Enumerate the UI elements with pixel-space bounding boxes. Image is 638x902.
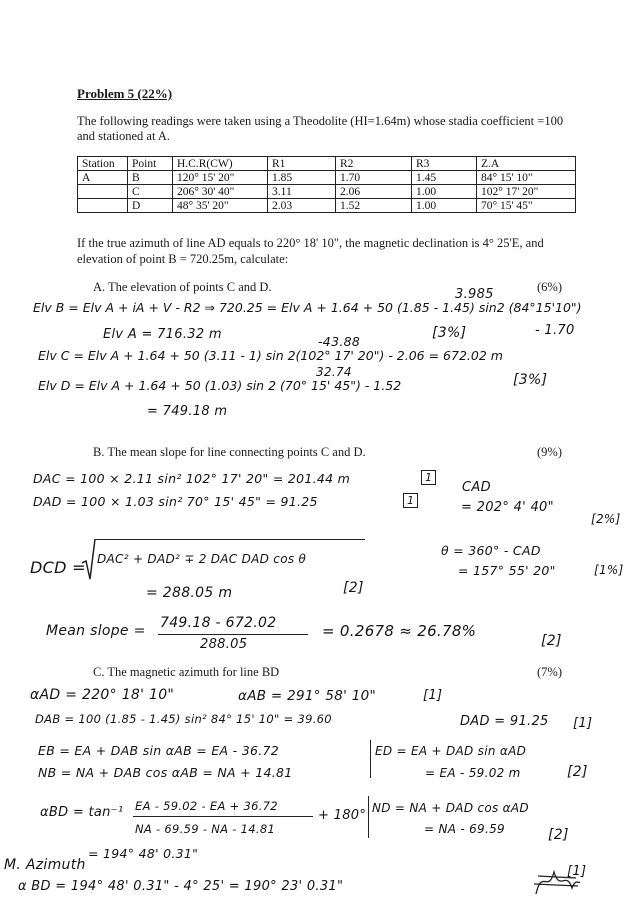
hw-cad: CAD: [462, 480, 491, 495]
hw-mark: [2]: [541, 633, 562, 649]
divider: [370, 740, 371, 778]
hw-mean-slope-label: Mean slope =: [46, 623, 146, 639]
hw-mark: [3%]: [513, 372, 548, 388]
hw-northing-b: NB = NA + DAB cos αAB = NA + 14.81: [38, 765, 293, 780]
table-cell: [78, 199, 128, 213]
table-cell: 1.85: [268, 171, 336, 185]
table-cell: [78, 185, 128, 199]
problem-title: Problem 5 (22%): [77, 86, 173, 101]
hw-mark: [2]: [567, 764, 588, 780]
readings-table: [77, 156, 576, 213]
table-cell: 1.00: [412, 185, 477, 199]
part-a-label: A. The elevation of points C and D.: [93, 280, 272, 294]
hw-cad-value: = 202° 4' 40": [461, 500, 554, 515]
table-header: R1: [268, 157, 336, 171]
table-header: H.C.R(CW): [173, 157, 268, 171]
hw-mark: [1%]: [594, 563, 624, 577]
conditions-line2: elevation of point B = 720.25m, calculate:: [77, 252, 289, 266]
hw-elv-b-equation: Elv B = Elv A + iA + V - R2 ⇒ 720.25 = Elv A + 1.64 + 50 (1.85 - 1.45) sin2 (84°15'10"): [33, 300, 582, 315]
hw-mark: [1]: [423, 688, 443, 703]
table-cell: 2.03: [268, 199, 336, 213]
sqrt-symbol-icon: [82, 537, 96, 581]
hw-azimuth-bd-value: = 194° 48' 0.31": [88, 846, 199, 861]
table-cell: 70° 15' 45": [477, 199, 576, 213]
table-header: R3: [412, 157, 477, 171]
table-cell: 1.52: [336, 199, 412, 213]
hw-mark: [2]: [548, 827, 569, 843]
part-a-weight: (6%): [537, 280, 562, 294]
hw-azimuth-ad: αAD = 220° 18' 10": [30, 687, 175, 703]
hw-northing-d: ND = NA + DAD cos αAD: [372, 801, 529, 815]
hw-note: 3.985: [455, 287, 494, 302]
hw-mark: [1]: [567, 864, 587, 879]
hw-dac: DAC = 100 × 2.11 sin² 102° 17' 20" = 201.44 m: [33, 471, 351, 486]
table-cell: 48° 35' 20": [173, 199, 268, 213]
hw-mean-slope-numerator: 749.18 - 672.02: [160, 615, 277, 631]
table-header-row: [78, 157, 576, 171]
hw-plus-180: + 180°: [318, 808, 367, 823]
hw-azimuth-bd-lhs: αBD = tan⁻¹: [40, 805, 124, 820]
fraction-bar: [158, 634, 308, 635]
table-row: [78, 185, 576, 199]
part-b-weight: (9%): [537, 445, 562, 459]
hw-mark-box: 1: [421, 470, 436, 485]
hw-theta-value: = 157° 55' 20": [458, 563, 556, 578]
hw-dad: DAD = 100 × 1.03 sin² 70° 15' 45" = 91.25: [33, 494, 318, 509]
hw-note: 32.74: [316, 365, 352, 379]
sqrt-bar: [95, 539, 365, 540]
hw-mark: [3%]: [432, 325, 467, 341]
problem-intro-line2: and stationed at A.: [77, 129, 171, 143]
part-c-weight: (7%): [537, 665, 562, 679]
hw-mark: [1]: [573, 716, 593, 731]
table-cell: 2.06: [336, 185, 412, 199]
table-cell: B: [128, 171, 173, 185]
scribble-icon: [532, 864, 582, 898]
table-header: Station: [78, 157, 128, 171]
table-cell: 1.70: [336, 171, 412, 185]
table-row: [78, 199, 576, 213]
hw-dab: DAB = 100 (1.85 - 1.45) sin² 84° 15' 10" = 39.60: [35, 712, 332, 726]
fraction-bar: [133, 816, 313, 817]
hw-easting-b: EB = EA + DAB sin αAB = EA - 36.72: [38, 743, 280, 758]
table-cell: 1.45: [412, 171, 477, 185]
hw-final-azimuth: α BD = 194° 48' 0.31" - 4° 25' = 190° 23' 0.31": [18, 879, 344, 894]
hw-dcd-expression: DAC² + DAD² ∓ 2 DAC DAD cos θ: [97, 552, 307, 566]
hw-azimuth-bd-numerator: EA - 59.02 - EA + 36.72: [135, 799, 278, 813]
table-cell: 3.11: [268, 185, 336, 199]
hw-mark: [2]: [343, 580, 364, 596]
table-cell: D: [128, 199, 173, 213]
hw-easting-d-value: = EA - 59.02 m: [425, 766, 521, 780]
hw-easting-d: ED = EA + DAD sin αAD: [375, 744, 527, 758]
hw-azimuth-bd-denominator: NA - 69.59 - NA - 14.81: [135, 822, 276, 836]
hw-elv-a-result: Elv A = 716.32 m: [103, 327, 222, 342]
hw-magnetic-azimuth-label: M. Azimuth: [4, 857, 86, 873]
hw-theta: θ = 360° - CAD: [441, 543, 541, 558]
conditions-line1: If the true azimuth of line AD equals to 220° 18' 10", the magnetic declination is 4° 25'E, and: [77, 236, 544, 250]
hw-dcd-label: DCD =: [30, 558, 86, 577]
table-header: Z.A: [477, 157, 576, 171]
table-row: [78, 171, 576, 185]
table-header: Point: [128, 157, 173, 171]
hw-mean-slope-value: = 0.2678 ≈ 26.78%: [322, 622, 477, 640]
table-cell: C: [128, 185, 173, 199]
hw-mark: [2%]: [591, 512, 621, 526]
table-cell: A: [78, 171, 128, 185]
divider: [368, 796, 369, 838]
part-c-label: C. The magnetic azimuth for line BD: [93, 665, 280, 679]
hw-mean-slope-denominator: 288.05: [200, 637, 248, 652]
table-cell: 1.00: [412, 199, 477, 213]
table-cell: 206° 30' 40": [173, 185, 268, 199]
hw-elv-d-equation: Elv D = Elv A + 1.64 + 50 (1.03) sin 2 (70° 15' 45") - 1.52: [38, 378, 402, 393]
hw-mark-box: 1: [403, 493, 418, 508]
hw-elv-d-result: = 749.18 m: [147, 404, 228, 419]
hw-note: - 1.70: [535, 323, 575, 338]
part-b-label: B. The mean slope for line connecting points C and D.: [93, 445, 366, 459]
table-header: R2: [336, 157, 412, 171]
hw-note: -43.88: [318, 334, 361, 349]
table-cell: 120° 15' 20": [173, 171, 268, 185]
hw-dcd-value: = 288.05 m: [146, 585, 233, 601]
hw-dad-value: DAD = 91.25: [460, 714, 549, 729]
hw-azimuth-ab: αAB = 291° 58' 10": [238, 688, 377, 704]
table-cell: 102° 17' 20": [477, 185, 576, 199]
hw-northing-d-value: = NA - 69.59: [424, 822, 505, 836]
table-cell: 84° 15' 10": [477, 171, 576, 185]
hw-elv-c-equation: Elv C = Elv A + 1.64 + 50 (3.11 - 1) sin 2(102° 17' 20") - 2.06 = 672.02 m: [38, 348, 503, 363]
problem-intro-line1: The following readings were taken using a Theodolite (HI=1.64m) whose stadia coefficient =100: [77, 114, 564, 128]
